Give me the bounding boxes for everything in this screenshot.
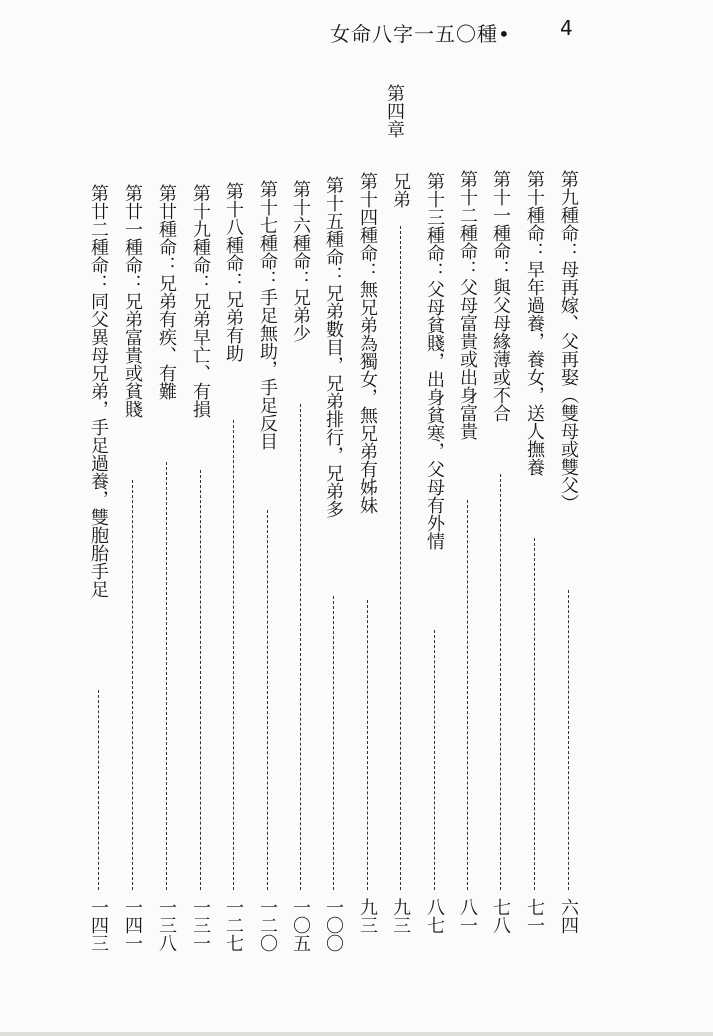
- chapter-heading: 第四章: [384, 84, 405, 138]
- toc-leader-dots: [333, 596, 334, 890]
- toc-page-ref: 六四: [558, 898, 579, 934]
- toc-section-entry: [388, 172, 412, 208]
- toc-leader-dots: [500, 474, 501, 890]
- toc-entry-text: 第十一種命：與父母緣薄或不合: [490, 170, 511, 422]
- toc-entry: [556, 170, 580, 512]
- toc-entry: [321, 176, 345, 518]
- toc-leader-dots: [434, 630, 435, 890]
- toc-entry: [455, 170, 479, 440]
- toc-leader-dots: [534, 538, 535, 890]
- toc-entry: [422, 172, 446, 550]
- toc-entry-text: 第十六種命：兄弟少: [290, 180, 311, 342]
- toc-page-ref: 九三: [390, 898, 411, 934]
- toc-page-ref: 一〇〇: [323, 898, 344, 952]
- toc-leader-dots: [367, 600, 368, 890]
- toc-page-ref: 一二〇: [257, 898, 278, 952]
- toc-entry-text: 第廿二種命：同父異母兄弟，手足過養，雙胞胎手足: [88, 184, 109, 598]
- toc-entry: [288, 180, 312, 342]
- toc-leader-dots: [568, 590, 569, 890]
- toc-page-ref: 一三一: [190, 898, 211, 952]
- toc-entry: [488, 170, 512, 422]
- toc-entry: [120, 184, 144, 418]
- toc-page-ref: 一〇五: [290, 898, 311, 952]
- toc-page-ref: 一四一: [122, 898, 143, 952]
- toc-entry: [221, 182, 245, 362]
- toc-page-ref: 九三: [357, 898, 378, 934]
- toc-leader-dots: [400, 226, 401, 890]
- toc-entry-text: 第廿種命：兄弟有疾、有難: [156, 184, 177, 400]
- toc-entry: [154, 184, 178, 400]
- page-number: 4: [560, 16, 573, 40]
- toc-entry-text: 第九種命：母再嫁、父再娶（雙母或雙父）: [558, 170, 579, 512]
- toc-page-ref: 一二七: [223, 898, 244, 952]
- toc-leader-dots: [233, 420, 234, 890]
- toc-page-ref: 一四三: [88, 898, 109, 952]
- toc-entry-text: 第十七種命：手足無助，手足反目: [257, 180, 278, 450]
- toc-leader-dots: [267, 510, 268, 890]
- running-header-title: 女命八字一五〇種•: [330, 22, 511, 46]
- toc-entry-text: 兄弟: [390, 172, 411, 208]
- toc-leader-dots: [132, 480, 133, 890]
- toc-entry: [188, 184, 212, 418]
- toc-leader-dots: [98, 690, 99, 890]
- toc-leader-dots: [467, 500, 468, 890]
- toc-leader-dots: [200, 470, 201, 890]
- toc-entry: [86, 184, 110, 598]
- toc-entry: [255, 180, 279, 450]
- toc-entry: [522, 170, 546, 476]
- scan-edge: [0, 1032, 713, 1036]
- toc-page-ref: 一三八: [156, 898, 177, 952]
- toc-entry-text: 第十三種命：父母貧賤，出身貧寒，父母有外情: [424, 172, 445, 550]
- toc-entry-text: 第十五種命：兄弟數目，兄弟排行，兄弟多: [323, 176, 344, 518]
- toc-entry-text: 第十八種命：兄弟有助: [223, 182, 244, 362]
- toc-leader-dots: [300, 404, 301, 890]
- toc-page-ref: 七一: [524, 898, 545, 934]
- toc-page-ref: 八七: [424, 898, 445, 934]
- toc-entry-text: 第十四種命：無兄弟為獨女，無兄弟有姊妹: [357, 172, 378, 514]
- toc-entry-text: 第十二種命：父母富貴或出身富貴: [457, 170, 478, 440]
- toc-page-ref: 八一: [457, 898, 478, 934]
- toc-entry: [355, 172, 379, 514]
- toc-leader-dots: [166, 462, 167, 890]
- toc-entry-text: 第十九種命：兄弟早亡、有損: [190, 184, 211, 418]
- toc-entry-text: 第十種命：早年過養，養女，送人撫養: [524, 170, 545, 476]
- toc-page-ref: 七八: [490, 898, 511, 934]
- toc-entry-text: 第廿一種命：兄弟富貴或貧賤: [122, 184, 143, 418]
